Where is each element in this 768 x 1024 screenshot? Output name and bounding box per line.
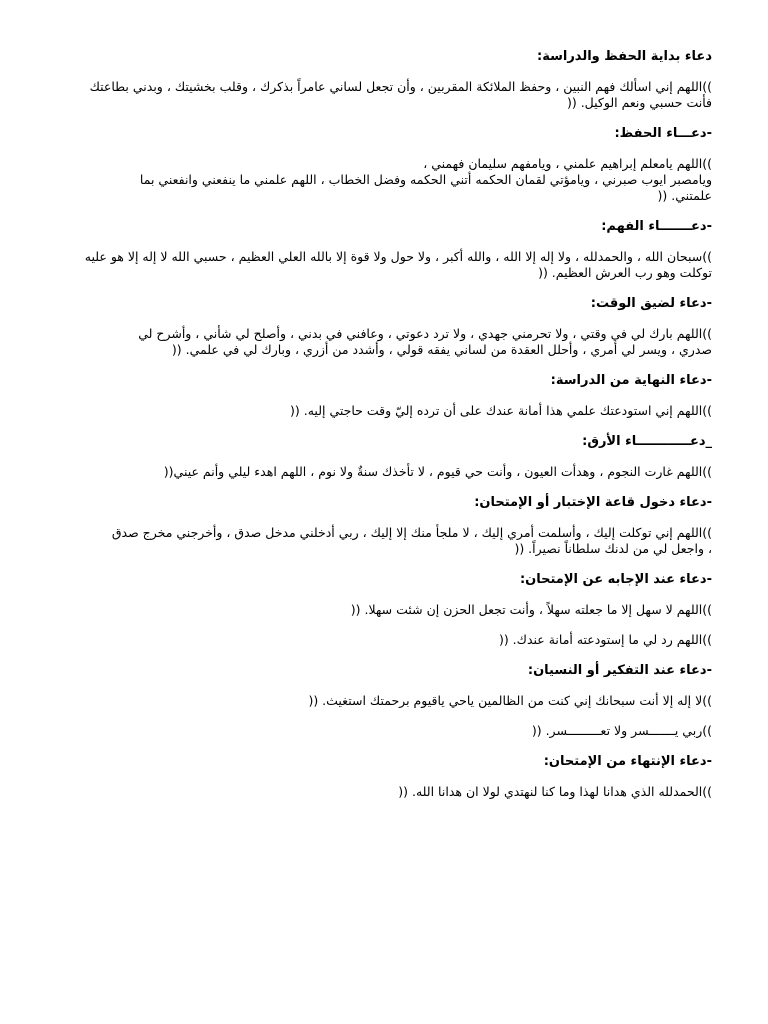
prayer-line: ))اللهم إني استودعتك علمي هذا أمانة عندك على أن ترده إليّ وقت حاجتي إليه. (( (290, 403, 712, 418)
prayer-paragraph (52, 403, 712, 419)
prayer-paragraph (52, 464, 712, 480)
prayer-line: ))اللهم غارت النجوم ، وهدأت العيون ، وأنت حي قيوم ، لا تأخذك سنةٌ ولا نوم ، اللهم اهدء ليلي وأنم عيني(( (163, 464, 712, 479)
section-heading: -دعاء دخول قاعة الإختبار أو الإمتحان: (474, 495, 712, 510)
prayer-line: توكلت وهو رب العرش العظيم. (( (538, 265, 712, 280)
section-time-shortage (52, 295, 712, 358)
prayer-paragraph (52, 156, 712, 204)
section-understanding (52, 218, 712, 281)
section-thinking-forgetting (52, 662, 712, 739)
prayer-line: ))اللهم يامعلم إبراهيم علمني ، ويامفهم سليمان فهمني ، (423, 156, 712, 171)
prayer-line: ، واجعل لي من لدنك سلطاناً نصيراً. (( (514, 541, 712, 556)
section-heading: -دعاء عند التفكير أو النسيان: (527, 663, 712, 678)
prayer-line: ))اللهم رد لي ما إستودعته أمانة عندك. (( (498, 632, 712, 647)
section-answering-exam (52, 571, 712, 648)
prayer-paragraph (52, 784, 712, 800)
prayer-paragraph (52, 723, 712, 739)
prayer-paragraph (52, 632, 712, 648)
section-heading: -دعـــــــاء الفهم: (601, 219, 712, 234)
section-heading: -دعاء النهاية من الدراسة: (550, 373, 712, 388)
prayer-line: ))اللهم إني اسألك فهم النبين ، وحفظ الملائكة المقربين ، وأن تجعل لساني عامراً بذكرك ، وقلب بخشيتك ، وبدني بطاعتك (89, 79, 712, 94)
prayer-line: صدري ، ويسر لي أمري ، وأحلل العقدة من لساني يفقه قولي ، وأشدد من أزري ، وبارك لي في علمي. (( (171, 342, 712, 357)
prayer-line: فأنت حسبي ونعم الوكيل. (( (566, 95, 712, 110)
prayer-line: ويامصبر ايوب صبرني ، ويامؤتي لقمان الحكمه أتني الحكمه وفضل الخطاب ، اللهم علمني ما ينفعني وانفعني بما (139, 172, 712, 187)
section-heading: -دعاء لضيق الوقت: (590, 296, 712, 311)
prayer-line: ))ربي يـــــــسر ولا تعـــــــــسر. (( (531, 723, 712, 738)
prayer-paragraph (52, 525, 712, 557)
section-heading: دعاء بداية الحفظ والدراسة: (537, 49, 712, 64)
section-heading: _دعــــــــــــاء الأرق: (582, 434, 712, 449)
prayer-paragraph (52, 249, 712, 281)
section-heading: -دعاء عند الإجابه عن الإمتحان: (519, 572, 712, 587)
section-memorization (52, 125, 712, 204)
prayer-line: علمتني. (( (657, 188, 712, 203)
prayer-paragraph (52, 79, 712, 111)
section-exam-hall-entry (52, 494, 712, 557)
section-study-end (52, 372, 712, 419)
section-study-start (52, 48, 712, 111)
prayer-line: ))اللهم لا سهل إلا ما جعلته سهلاً ، وأنت تجعل الحزن إن شئت سهلا. (( (350, 602, 712, 617)
prayer-paragraph (52, 602, 712, 618)
section-heading: -دعاء الإنتهاء من الإمتحان: (543, 754, 712, 769)
prayer-paragraph (52, 326, 712, 358)
prayer-line: ))اللهم إني توكلت إليك ، وأسلمت أمري إليك ، لا ملجأ منك إلا إليك ، ربي أدخلني مدخل صدق ، وأخرجني مخرج صدق (111, 525, 712, 540)
prayer-line: ))اللهم بارك لي في وقتي ، ولا تحرمني جهدي ، ولا ترد دعوتي ، وعافني في بدني ، وأصلح لي شأني ، وأشرح لي (138, 326, 712, 341)
section-insomnia (52, 433, 712, 480)
section-heading: -دعـــاء الحفظ: (614, 126, 712, 141)
prayer-line: ))لا إله إلا أنت سبحانك إني كنت من الظالمين ياحي ياقيوم برحمتك استغيث. (( (308, 693, 712, 708)
prayer-line: ))سبحان الله ، والحمدلله ، ولا إله إلا الله ، والله أكبر ، ولا حول ولا قوة إلا بالله العلي العظيم ، حسبي الله لا إله إلا هو عليه (84, 249, 712, 264)
prayer-line: ))الحمدلله الذي هدانا لهذا وما كنا لنهتدي لولا ان هدانا الله. (( (398, 784, 712, 799)
prayer-paragraph (52, 693, 712, 709)
document-page (52, 48, 712, 814)
section-exam-end (52, 753, 712, 800)
